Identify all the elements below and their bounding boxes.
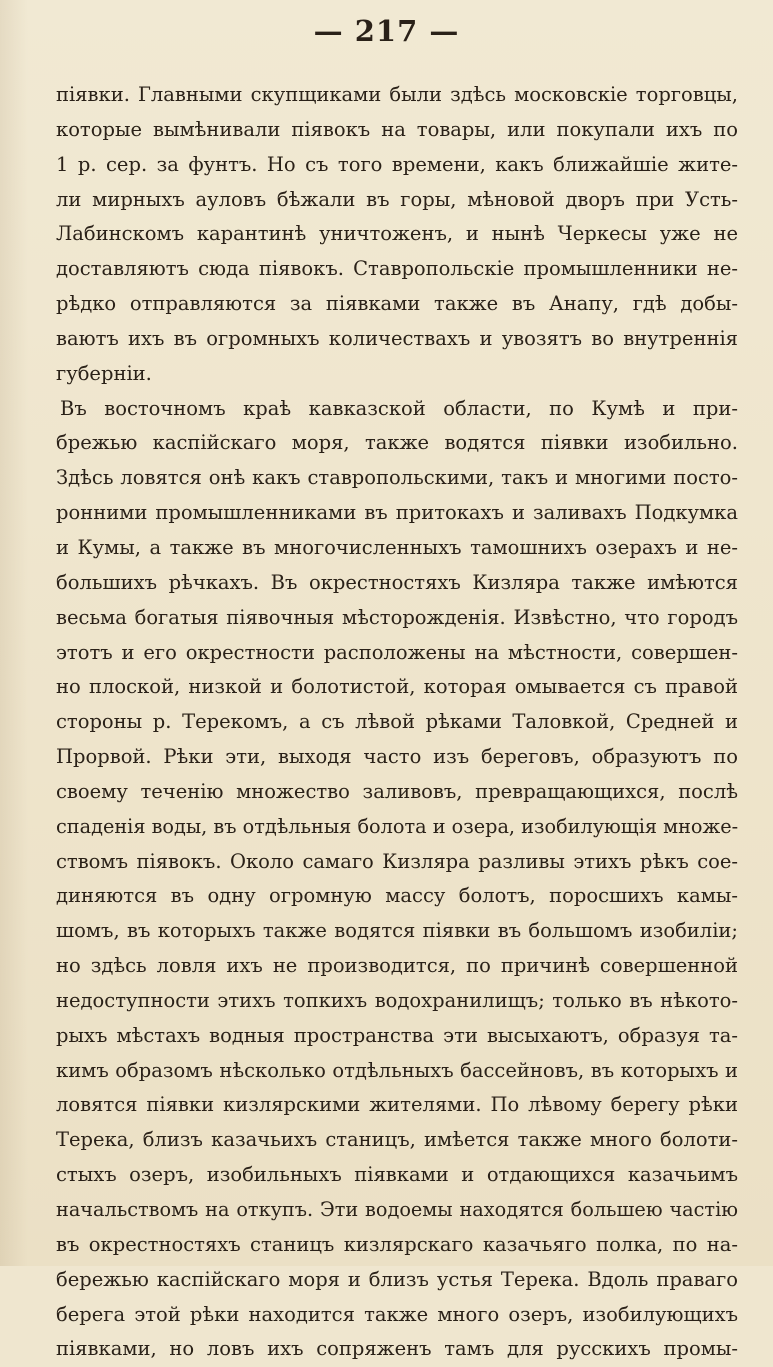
text-line: шомъ, въ которыхъ также водятся піявки въ большомъ изобиліи; (56, 919, 738, 943)
text-line: брежью каспійскаго моря, также водятся піявки изобильно. (56, 431, 738, 455)
text-line: ствомъ піявокъ. Около самаго Кизляра разливы этихъ рѣкъ сое- (56, 849, 738, 873)
text-line: въ окрестностяхъ станицъ кизлярскаго казачьяго полка, по на- (56, 1232, 738, 1256)
text-line: Здѣсь ловятся онѣ какъ ставропольскими, такъ и многими посто- (56, 466, 738, 490)
text-line: рѣдко отправляются за піявками также въ Анапу, гдѣ добы- (56, 292, 738, 316)
paragraph-1 (56, 78, 738, 392)
text-line: но плоской, низкой и болотистой, которая омывается съ правой (56, 675, 738, 699)
text-line: Въ восточномъ краѣ кавказской области, по Кумѣ и при- (60, 396, 738, 420)
text-line: доставляютъ сюда піявокъ. Ставропольскіе промышленники не- (56, 257, 738, 281)
text-line: бережью каспійскаго моря и близъ устья Терека. Вдоль праваго (56, 1267, 738, 1291)
text-line: диняются въ одну огромную массу болотъ, поросшихъ камы- (56, 884, 738, 908)
text-line: кимъ образомъ нѣсколько отдѣльныхъ бассейновъ, въ которыхъ и (56, 1058, 738, 1082)
text-line: 1 р. сер. за фунтъ. Но съ того времени, какъ ближайшіе жите- (56, 152, 738, 176)
text-line: губерніи. (56, 361, 152, 385)
text-line: и Кумы, а также въ многочисленныхъ тамошнихъ озерахъ и не- (56, 535, 738, 559)
text-line: стыхъ озеръ, изобильныхъ піявками и отдающихся казачьимъ (56, 1163, 738, 1187)
text-line: ваютъ ихъ въ огромныхъ количествахъ и увозятъ во внутреннія (56, 326, 738, 350)
text-line: своему теченію множество заливовъ, превращающихся, послѣ (56, 779, 738, 803)
text-line: стороны р. Терекомъ, а съ лѣвой рѣками Таловкой, Средней и (56, 710, 738, 734)
text-line: піявки. Главными скупщиками были здѣсь московскіе торговцы, (56, 83, 738, 106)
text-line: весьма богатыя піявочныя мѣсторожденія. Извѣстно, что городъ (56, 605, 738, 629)
text-line: которые вымѣнивали піявокъ на товары, или покупали ихъ по (56, 117, 738, 141)
text-line: большихъ рѣчкахъ. Въ окрестностяхъ Кизляра также имѣются (56, 570, 738, 594)
text-line: берега этой рѣки находится также много озеръ, изобилующихъ (56, 1302, 738, 1326)
page-number: — 217 — (313, 14, 460, 48)
text-line: недоступности этихъ топкихъ водохранилищъ; только въ нѣкото- (56, 988, 738, 1012)
text-line: Терека, близъ казачьихъ станицъ, имѣется также много болоти- (56, 1128, 738, 1152)
text-line: піявками, но ловъ ихъ сопряженъ тамъ для русскихъ промы- (56, 1337, 738, 1361)
text-line: Лабинскомъ карантинѣ уничтоженъ, и нынѣ Черкесы уже не (56, 222, 738, 246)
text-line: Прорвой. Рѣки эти, выходя часто изъ береговъ, образуютъ по (56, 745, 738, 769)
text-line: этотъ и его окрестности расположены на мѣстности, совершен- (56, 640, 738, 664)
text-line: начальствомъ на откупъ. Эти водоемы находятся большею частію (56, 1198, 738, 1221)
text-line: спаденія воды, въ отдѣльныя болота и озера, изобилующія множе- (56, 814, 738, 838)
text-line: рыхъ мѣстахъ водныя пространства эти высыхаютъ, образуя та- (56, 1023, 738, 1047)
text-body (56, 78, 738, 1367)
text-line: ли мирныхъ ауловъ бѣжали въ горы, мѣновой дворъ при Усть- (56, 187, 738, 211)
text-line: ловятся піявки кизлярскими жителями. По лѣвому берегу рѣки (56, 1093, 738, 1117)
paragraph-2 (56, 392, 738, 1367)
text-line: но здѣсь ловля ихъ не производится, по причинѣ совершенной (56, 954, 738, 978)
text-line: ронними промышленниками въ притокахъ и заливахъ Подкумка (56, 501, 738, 525)
